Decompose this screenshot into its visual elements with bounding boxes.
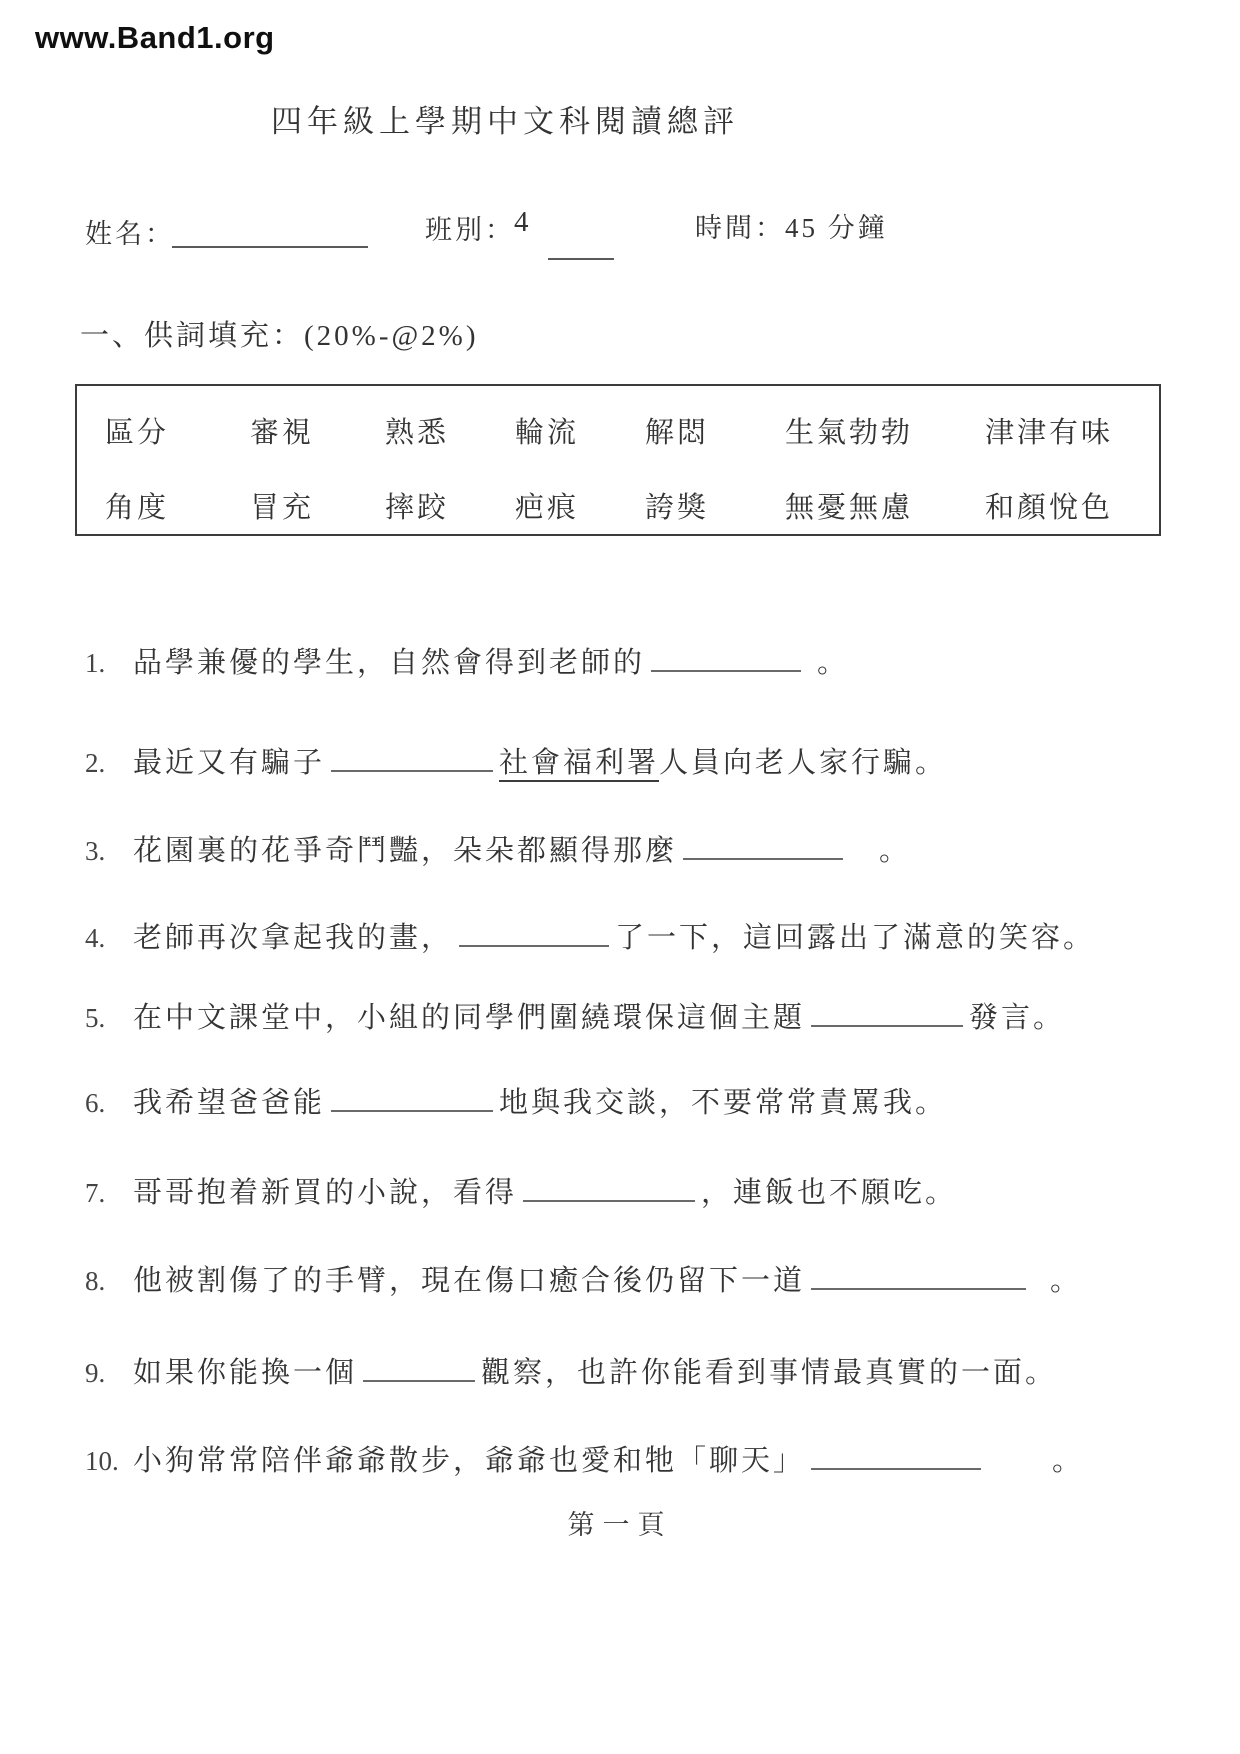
question-item [85, 995, 1215, 1036]
question-item [85, 1170, 1215, 1211]
question-text-pre: 在中文課堂中，小組的同學們圍繞環保這個主題 [133, 1002, 806, 1034]
word-bank-item: 疤痕 [515, 492, 580, 524]
class-value: 4 [514, 206, 529, 238]
question-text-post: 地與我交談，不要常常責罵我。 [499, 1087, 948, 1119]
word-bank-row [77, 410, 1159, 451]
question-item [85, 915, 1215, 956]
question-item [85, 740, 1215, 781]
question-text-pre: 我希望爸爸能 [133, 1087, 326, 1119]
question-text-post: 了一下，這回露出了滿意的笑容。 [615, 922, 1096, 954]
time-label: 時間：45 分鐘 [695, 213, 888, 243]
page-title: 四年級上學期中文科閱讀總評 [271, 104, 739, 139]
word-bank-item: 輪流 [515, 417, 580, 449]
word-bank-item: 解悶 [645, 417, 710, 449]
question-text-pre: 如果你能換一個 [133, 1357, 358, 1389]
question-text-post: 發言。 [969, 1002, 1066, 1034]
question-item [85, 828, 1215, 869]
question-text-post: 人員向老人家行騙。 [659, 747, 948, 779]
word-bank-item: 誇獎 [645, 492, 710, 524]
answer-blank [811, 1438, 981, 1470]
question-item [85, 1350, 1215, 1391]
question-text-post: 觀察，也許你能看到事情最真實的一面。 [481, 1357, 1058, 1389]
word-bank-row [77, 485, 1159, 526]
question-number: 7. [85, 1178, 106, 1208]
word-bank-item: 熟悉 [385, 417, 450, 449]
word-bank-item: 摔跤 [385, 492, 450, 524]
question-item [85, 1258, 1215, 1299]
word-bank-item: 冒充 [250, 492, 315, 524]
word-bank-item: 和顏悅色 [985, 492, 1114, 524]
answer-blank [811, 995, 963, 1027]
question-text-pre: 他被割傷了的手臂，現在傷口癒合後仍留下一道 [133, 1265, 806, 1297]
word-bank-item: 津津有味 [985, 417, 1114, 449]
word-bank-item: 無憂無慮 [785, 492, 914, 524]
question-item [85, 1080, 1215, 1121]
section-one-heading: 一、供詞填充：(20%-@2%) [80, 320, 479, 352]
question-text-post: 。 [1052, 1445, 1085, 1477]
question-text-pre: 小狗常常陪伴爺爺散步，爺爺也愛和牠「聊天」 [133, 1445, 806, 1477]
question-text-post: 。 [879, 835, 912, 867]
site-watermark: www.Band1.org [35, 20, 275, 55]
name-fill-line [172, 214, 368, 248]
name-label: 姓名： [85, 219, 175, 249]
answer-blank [683, 828, 843, 860]
question-number: 3. [85, 836, 106, 866]
question-number: 6. [85, 1088, 106, 1118]
question-text-pre: 品學兼優的學生，自然會得到老師的 [133, 647, 646, 679]
question-text-pre: 最近又有騙子 [133, 747, 326, 779]
question-number: 5. [85, 1003, 106, 1033]
question-number: 4. [85, 923, 106, 953]
answer-blank [651, 640, 801, 672]
page-footer: 第一頁 [567, 1510, 673, 1540]
word-bank-item: 區分 [105, 417, 170, 449]
question-text-post: 。 [817, 647, 850, 679]
answer-blank [459, 915, 609, 947]
word-bank-item: 角度 [105, 492, 170, 524]
underlined-term: 社會福利署 [499, 747, 659, 782]
question-item [85, 640, 1215, 681]
question-text-pre: 哥哥抱着新買的小說，看得 [133, 1177, 518, 1209]
question-number: 9. [85, 1358, 106, 1388]
question-number: 1. [85, 648, 106, 678]
answer-blank [363, 1350, 475, 1382]
question-number: 10. [85, 1446, 119, 1476]
word-bank-item: 審視 [250, 417, 315, 449]
question-number: 8. [85, 1266, 106, 1296]
word-bank-item: 生氣勃勃 [785, 417, 914, 449]
answer-blank [331, 1080, 493, 1112]
question-number: 2. [85, 748, 106, 778]
answer-blank [523, 1170, 695, 1202]
answer-blank [331, 740, 493, 772]
question-text-post: ，連飯也不願吃。 [701, 1177, 958, 1209]
class-fill-line [548, 226, 614, 260]
question-text-post: 。 [1050, 1265, 1083, 1297]
question-text-pre: 老師再次拿起我的畫， [133, 922, 454, 954]
question-item [85, 1438, 1215, 1479]
word-bank-box [75, 384, 1161, 536]
class-label: 班別： [425, 215, 515, 245]
answer-blank [811, 1258, 1026, 1290]
question-text-pre: 花園裏的花爭奇鬥豔，朵朵都顯得那麼 [133, 835, 678, 867]
